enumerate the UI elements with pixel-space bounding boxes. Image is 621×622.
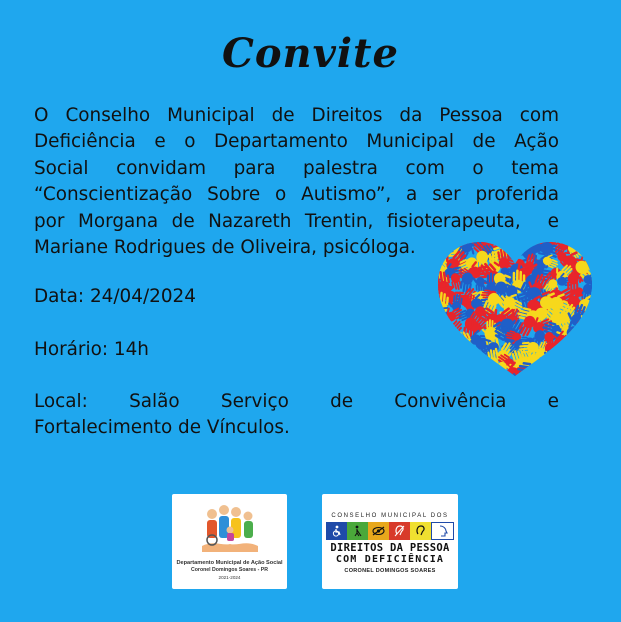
hand-mark xyxy=(436,376,443,380)
hand-mark xyxy=(514,374,540,380)
hand-mark xyxy=(590,327,594,348)
hand-mark xyxy=(578,373,594,380)
invitation-line: Deficiência e o Departamento Municipal de Ação xyxy=(34,131,559,153)
hand-mark xyxy=(548,348,578,379)
hand-mark xyxy=(436,240,442,250)
department-name: Departamento Municipal de Ação Social xyxy=(176,560,283,566)
hand-mark xyxy=(586,312,594,335)
invitation-line: “Conscientização Sobre o Autismo”, a ser proferida xyxy=(34,184,559,206)
hearing-icon xyxy=(410,522,431,540)
hand-mark xyxy=(482,373,507,380)
hand-mark xyxy=(587,342,594,368)
hand-mark xyxy=(436,339,447,362)
location-word: Serviço xyxy=(220,391,289,412)
hand-mark xyxy=(436,305,445,331)
council-icon-strip xyxy=(326,522,454,540)
hand-mark xyxy=(436,240,456,253)
wheelchair-icon xyxy=(326,522,347,540)
invitation-text xyxy=(34,103,559,261)
low-vision-icon xyxy=(368,522,389,540)
hand-mark xyxy=(436,247,441,268)
hand-mark xyxy=(504,242,524,261)
department-city: Coronel Domingos Soares - PR xyxy=(191,567,268,573)
event-time: Horário: 14h xyxy=(34,339,149,360)
hand-mark xyxy=(505,240,527,249)
deaf-icon xyxy=(389,522,410,540)
hand-mark xyxy=(565,340,585,360)
hand-mark xyxy=(591,250,594,272)
invitation-line: O Conselho Municipal de Direitos da Pessoa com xyxy=(34,105,559,126)
hand-mark xyxy=(446,349,464,370)
hand-mark xyxy=(568,352,588,369)
page-title: Convite xyxy=(222,30,399,77)
invitation-line: Social convidam para palestra com o tema xyxy=(34,157,559,179)
location-word: e xyxy=(547,391,559,412)
department-term: 2021-2024 xyxy=(218,575,241,580)
hand-mark xyxy=(560,377,575,380)
hand-mark xyxy=(586,349,594,371)
hand-mark xyxy=(436,333,445,353)
event-location xyxy=(34,389,559,442)
location-word: de xyxy=(330,391,354,412)
hand-mark xyxy=(436,320,443,339)
hand-mark xyxy=(582,240,594,251)
hand-mark xyxy=(436,342,460,366)
location-word: Local: xyxy=(34,391,88,412)
hand-mark xyxy=(436,354,456,380)
hand-mark xyxy=(451,344,477,369)
hand-mark xyxy=(455,375,483,380)
hand-mark xyxy=(573,349,594,375)
location-word: Salão xyxy=(129,391,180,412)
council-logo xyxy=(322,494,458,589)
hand-mark xyxy=(591,375,594,380)
blind-icon xyxy=(347,522,368,540)
location-word: Convivência xyxy=(394,391,507,412)
hand-mark xyxy=(436,360,444,380)
face-icon xyxy=(431,522,454,540)
council-top-text: CONSELHO MUNICIPAL DOS xyxy=(331,513,449,519)
hand-mark xyxy=(436,347,452,369)
hand-mark xyxy=(452,374,468,380)
council-title-line-1: DIREITOS DA PESSOA xyxy=(330,542,450,554)
hand-mark xyxy=(544,359,570,380)
hand-mark xyxy=(566,375,592,380)
hand-mark xyxy=(465,369,493,380)
hand-mark xyxy=(454,360,482,380)
invitation-line: Mariane Rodrigues de Oliveira, psicóloga. xyxy=(34,237,416,259)
family-icon xyxy=(200,500,260,554)
hand-mark xyxy=(591,360,594,380)
autism-heart-hands-image xyxy=(436,240,594,380)
hand-mark xyxy=(590,240,594,246)
hand-mark xyxy=(436,330,457,351)
hand-mark xyxy=(475,357,497,380)
hand-mark xyxy=(592,240,594,259)
council-title-line-2: COM DEFICIÊNCIA xyxy=(335,554,445,565)
hand-mark xyxy=(549,354,580,380)
hand-mark xyxy=(560,353,590,380)
event-date: Data: 24/04/2024 xyxy=(34,286,196,307)
council-city: CORONEL DOMINGOS SOARES xyxy=(344,568,436,574)
hand-mark xyxy=(589,298,594,322)
hand-mark xyxy=(537,368,564,380)
hand-mark xyxy=(436,370,453,380)
location-line-2: Fortalecimento de Vínculos. xyxy=(34,417,290,439)
hand-mark xyxy=(576,340,594,365)
hand-mark xyxy=(449,359,470,378)
hand-mark xyxy=(436,352,439,374)
location-line-1 xyxy=(34,389,559,415)
invitation-line: por Morgana de Nazareth Trentin, fisioterapeuta, e xyxy=(34,210,559,232)
hand-mark xyxy=(577,360,594,380)
hand-mark xyxy=(579,331,594,352)
hand-mark xyxy=(522,371,551,380)
department-logo xyxy=(172,494,287,589)
hand-mark xyxy=(500,375,514,380)
